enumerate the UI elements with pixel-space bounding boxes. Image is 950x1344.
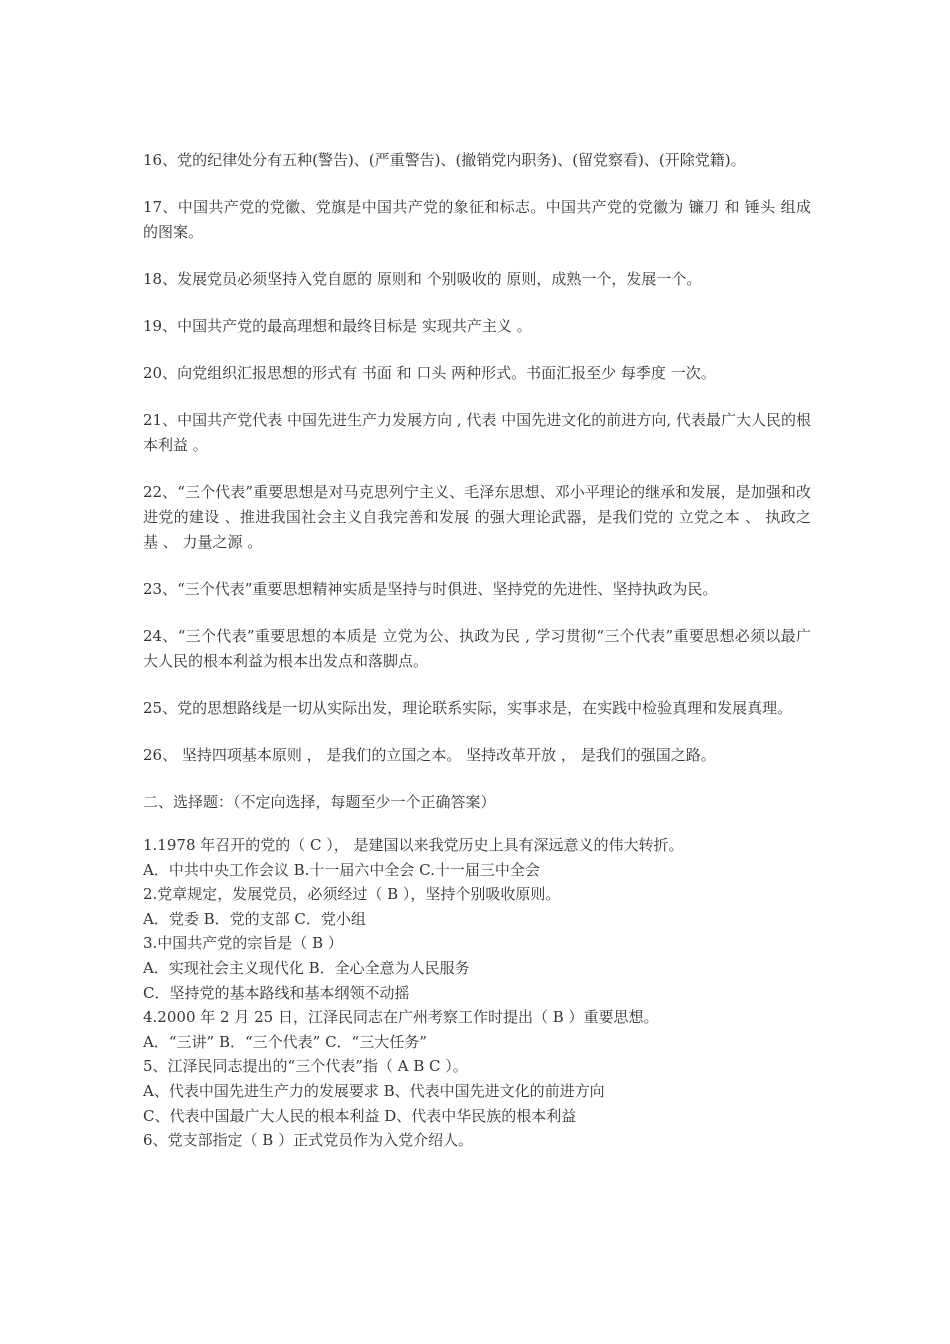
choice-q4-options: A．“三讲” B．“三个代表” C．“三大任务” xyxy=(143,1032,427,1051)
choice-q1-options: A．中共中央工作会议 B.十一届六中全会 C.十一届三中全会 xyxy=(143,860,540,879)
question-23: 23、“三个代表”重要思想精神实质是坚持与时俱进、坚持党的先进性、坚持执政为民。 xyxy=(143,580,718,598)
question-21: 21、中国共产党代表 中国先进生产力发展方向 , 代表 中国先进文化的前进方向, 代表最广大人民的根本利益 。 xyxy=(143,411,811,454)
choice-section xyxy=(143,833,811,1153)
document-body xyxy=(143,148,811,1153)
choice-q2: 2.党章规定，发展党员，必须经过（ B ），坚持个别吸收原则。 xyxy=(143,885,561,904)
question-19: 19、中国共产党的最高理想和最终目标是 实现共产主义 。 xyxy=(143,317,532,335)
choice-q5-options-cd: C、代表中国最广大人民的根本利益 D、代表中华民族的根本利益 xyxy=(143,1106,577,1125)
question-22: 22、“三个代表”重要思想是对马克思列宁主义、毛泽东思想、邓小平理论的继承和发展，是加强和改进党的建设 、推进我国社会主义自我完善和发展 的强大理论武器，是我们党的 立党之本 、 执政之基 、 力量之源 。 xyxy=(143,483,811,551)
choice-q3-options-ab: A．实现社会主义现代化 B．全心全意为人民服务 xyxy=(143,958,470,977)
choice-q2-options: A．党委 B．党的支部 C．党小组 xyxy=(143,909,366,928)
question-24: 24、“三个代表”重要思想的本质是 立党为公、执政为民 , 学习贯彻“三个代表”重要思想必须以最广大人民的根本利益为根本出发点和落脚点。 xyxy=(143,627,811,670)
choice-q6: 6、党支部指定（ B ）正式党员作为入党介绍人。 xyxy=(143,1131,474,1150)
choice-q4: 4.2000 年 2 月 25 日，江泽民同志在广州考察工作时提出（ B ）重要思想。 xyxy=(143,1008,659,1027)
question-20: 20、向党组织汇报思想的形式有 书面 和 口头 两种形式。书面汇报至少 每季度 一次。 xyxy=(143,364,716,382)
choice-q5: 5、江泽民同志提出的“三个代表”指（ A B C ）。 xyxy=(143,1057,468,1076)
choice-q3-options-c: C．坚持党的基本路线和基本纲领不动摇 xyxy=(143,983,410,1002)
question-17: 17、中国共产党的党徽、党旗是中国共产党的象征和标志。中国共产党的党徽为 镰刀 和 锤头 组成的图案。 xyxy=(143,198,811,241)
question-18: 18、发展党员必须坚持入党自愿的 原则和 个别吸收的 原则，成熟一个，发展一个。 xyxy=(143,270,702,288)
question-26: 26、 坚持四项基本原则 ， 是我们的立国之本。 坚持改革开放 ， 是我们的强国之路。 xyxy=(143,746,716,764)
question-25: 25、党的思想路线是一切从实际出发，理论联系实际，实事求是，在实践中检验真理和发展真理。 xyxy=(143,699,793,717)
choice-q5-options-ab: A、代表中国先进生产力的发展要求 B、代表中国先进文化的前进方向 xyxy=(143,1081,605,1100)
choice-q1: 1.1978 年召开的党的（ C ）， 是建国以来我党历史上具有深远意义的伟大转折。 xyxy=(143,836,684,854)
choice-q3: 3.中国共产党的宗旨是（ B ） xyxy=(143,934,343,953)
question-16: 16、党的纪律处分有五种(警告)、(严重警告)、(撤销党内职务)、(留党察看)、(开除党籍)。 xyxy=(143,151,746,169)
fill-in-section xyxy=(143,148,811,768)
section-heading-choice: 二、选择题：（不定向选择，每题至少一个正确答案） xyxy=(143,793,496,811)
